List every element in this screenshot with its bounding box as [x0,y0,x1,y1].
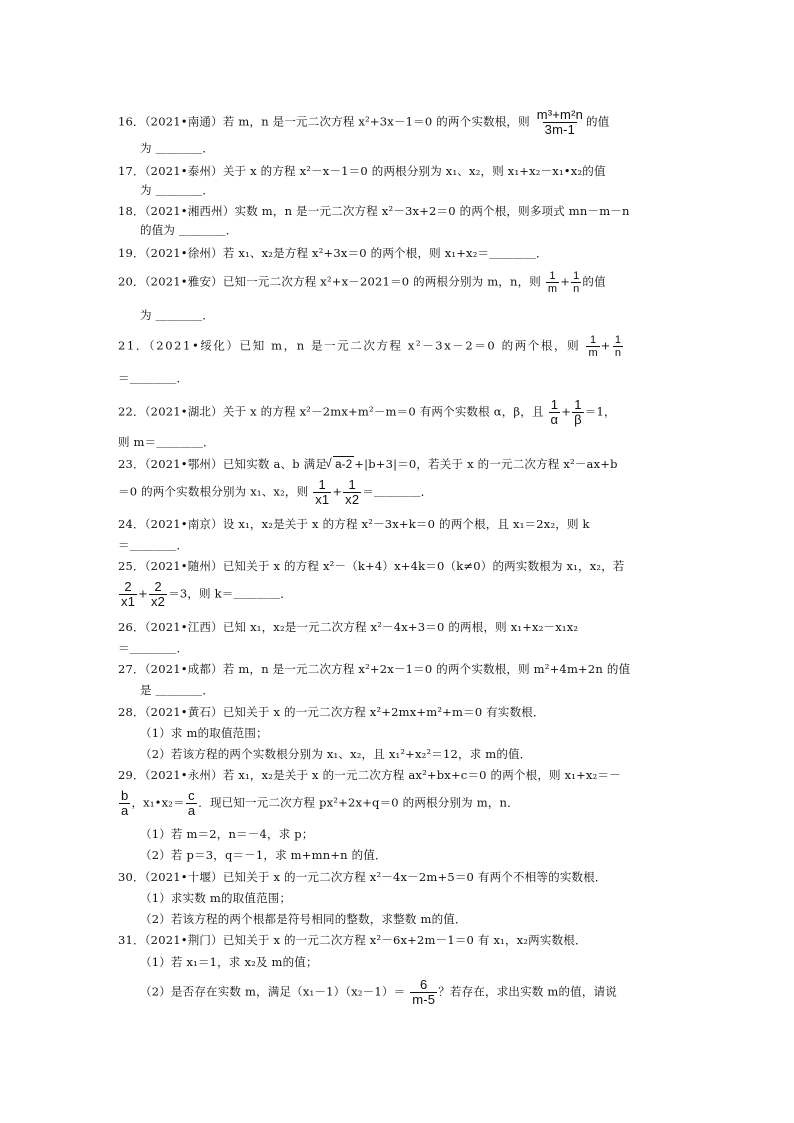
problem-29-line-1: 29．（2021•永州）若 x₁，x₂是关于 x 的一元二次方程 ax²+bx+c＝0 的两个根，则 x₁+x₂＝－ [118,768,621,782]
problem-17-line-1: 17．（2021•泰州）关于 x 的方程 x²－x－1＝0 的两根分别为 x₁、x₂，则 x₁+x₂－x₁•x₂的值 [118,164,606,178]
problem-27-line-1: 27．（2021•成都）若 m，n 是一元二次方程 x²+2x－1＝0 的两个实数根，则 m²+4m+2n 的值 [118,662,631,676]
problem-16-line-2: 为 ＿＿＿＿． [140,141,215,155]
fraction-1-over-beta: $\frac{1}{\beta}$ [574,397,582,427]
problem-30-part-1: （1）求实数 m的取值范围； [140,891,292,905]
problem-17-line-2: 为 ＿＿＿＿． [140,183,215,197]
problem-31-line-1: 31．（2021•荆门）已知关于 x 的一元二次方程 x²－6x+2m－1＝0 有 x₁，x₂两实数根． [118,933,587,947]
problem-28-line-1: 28．（2021•黄石）已知关于 x 的一元二次方程 x²+2mx+m²+m＝0 有实数根． [118,705,545,719]
problem-21-line-1: 21．（2021•绥化）已知 m，n 是一元二次方程 x²－3x－2＝0 的两个根，则 $\frac{1}{m}$ + $\frac{1}{n}$ [118,334,622,359]
problem-26-line-2: ＝＿＿＿＿． [118,641,189,655]
problem-16-line-1: 16．（2021•南通）若 m，n 是一元二次方程 x²+3x－1＝0 的两个实数根，则 $\frac{\text{m³+m²n}}{3m-1}$ 的值 [118,107,610,137]
problem-27-line-2: 是 ＿＿＿＿． [140,683,215,697]
fraction-1-over-alpha: $\frac{1}{\alpha}$ [550,397,559,427]
fraction-2-over-x2: $\frac{2}{x2}$ [150,579,166,609]
fraction-1-over-x2: $\frac{1}{x2}$ [345,477,360,507]
problem-29-part-1: （1）若 m＝2，n＝－4，求 p； [140,827,314,841]
problem-28-part-1: （1）求 m的取值范围； [140,726,268,740]
problem-19-line-1: 19．（2021•徐州）若 x₁、x₂是方程 x²+3x＝0 的两个根，则 x₁+x₂＝＿＿＿＿． [118,246,548,260]
fraction-16: $\frac{\text{m³+m²n}}{3m-1}$ [536,107,584,137]
problem-20-line-1: 20．（2021•雅安）已知一元二次方程 x²+x－2021＝0 的两根分别为 m，n，则 $\frac{1}{m}$ + $\frac{1}{n}$ 的值 [118,270,606,295]
fraction-b-over-a: $\frac{b}{a}$ [121,788,129,818]
problem-22-line-1: 22．（2021•湖北）关于 x 的方程 x²－2mx+m²－m＝0 有两个实数根 α，β，且 $\frac{1}{\alpha}$ + $\frac{1}{\beta}$ ＝1， [118,397,616,427]
problem-29-part-2: （2）若 p＝3，q＝－1，求 m+mn+n 的值． [140,848,387,862]
fraction-1-over-n: $\frac{1}{n}$ [614,334,622,359]
problem-21-line-2: ＝＿＿＿＿． [118,371,189,385]
problem-25-line-1: 25．（2021•随州）已知关于 x 的方程 x²－（k+4）x+4k＝0（k≠0）的两实数根为 x₁，x₂，若 [118,559,625,573]
problem-18-line-2: 的值为 ＿＿＿＿． [140,223,238,237]
problem-26-line-1: 26．（2021•江西）已知 x₁，x₂是一元二次方程 x²－4x+3＝0 的两根，则 x₁+x₂－x₁x₂ [118,620,579,634]
problem-22-line-2: 则 m＝＿＿＿＿． [118,435,215,449]
problem-23-line-2: ＝0 的两个实数根分别为 x₁、x₂，则 $\frac{1}{x1}$ + $\frac{1}{x2}$ ＝＿＿＿＿． [118,477,433,507]
fraction-1-over-m: $\frac{1}{m}$ [547,270,558,295]
problem-24-line-1: 24．（2021•南京）设 x₁，x₂是关于 x 的方程 x²－3x+k＝0 的两个根，且 x₁＝2x₂，则 k [118,517,590,531]
problem-30-part-2: （2）若该方程的两个根都是符号相同的整数，求整数 m的值． [140,912,467,926]
fraction-6-over-m-5: $\frac{6}{m-5}$ [412,977,436,1007]
fraction-1-over-x1: $\frac{1}{x1}$ [315,477,330,507]
fraction-c-over-a: $\frac{c}{a}$ [187,788,196,818]
problem-28-part-2: （2）若该方程的两个实数根分别为 x₁、x₂，且 x₁²+x₂²＝12，求 m的值． [140,747,532,761]
problem-24-line-2: ＝＿＿＿＿． [118,538,189,552]
problem-20-line-2: 为 ＿＿＿＿． [140,308,215,322]
problem-23-line-1: 23．（2021•鄂州）已知实数 a、b 满足√ a-2 +|b+3|＝0，若关于 x 的一元二次方程 x²－ax+b [118,456,684,473]
problem-29-line-2: $\frac{b}{a}$ ，x₁•x₂＝ $\frac{c}{a}$ ．现已知一元二次方程 px²+2x+q＝0 的两根分别为 m，n． [121,788,519,818]
sqrt-expression: √ a-2 [333,456,354,473]
problem-30-line-1: 30．（2021•十堰）已知关于 x 的一元二次方程 x²－4x－2m+5＝0 有两个不相等的实数根． [118,870,607,884]
problem-31-part-2: （2）是否存在实数 m，满足（x₁－1）（x₂－1）＝ $\frac{6}{m-5}$ ？若存在，求出实数 m的值，请说 [140,977,617,1007]
fraction-2-over-x1: $\frac{2}{x1}$ [121,579,136,609]
problem-16-text: 16．（2021•南通）若 m，n 是一元二次方程 x²+3x－1＝0 的两个实数根，则 [118,114,530,129]
problem-25-line-2: $\frac{2}{x1}$ + $\frac{2}{x2}$ ＝3，则 k＝＿＿＿＿． [121,579,292,609]
fraction-1-over-n: $\frac{1}{n}$ [573,270,580,295]
fraction-1-over-m: $\frac{1}{m}$ [588,334,598,359]
problem-31-part-1: （1）若 x₁＝1，求 x₂及 m的值； [140,955,318,969]
problem-18-line-1: 18．（2021•湘西州）实数 m，n 是一元二次方程 x²－3x+2＝0 的两个根，则多项式 mn－m－n [118,204,630,218]
